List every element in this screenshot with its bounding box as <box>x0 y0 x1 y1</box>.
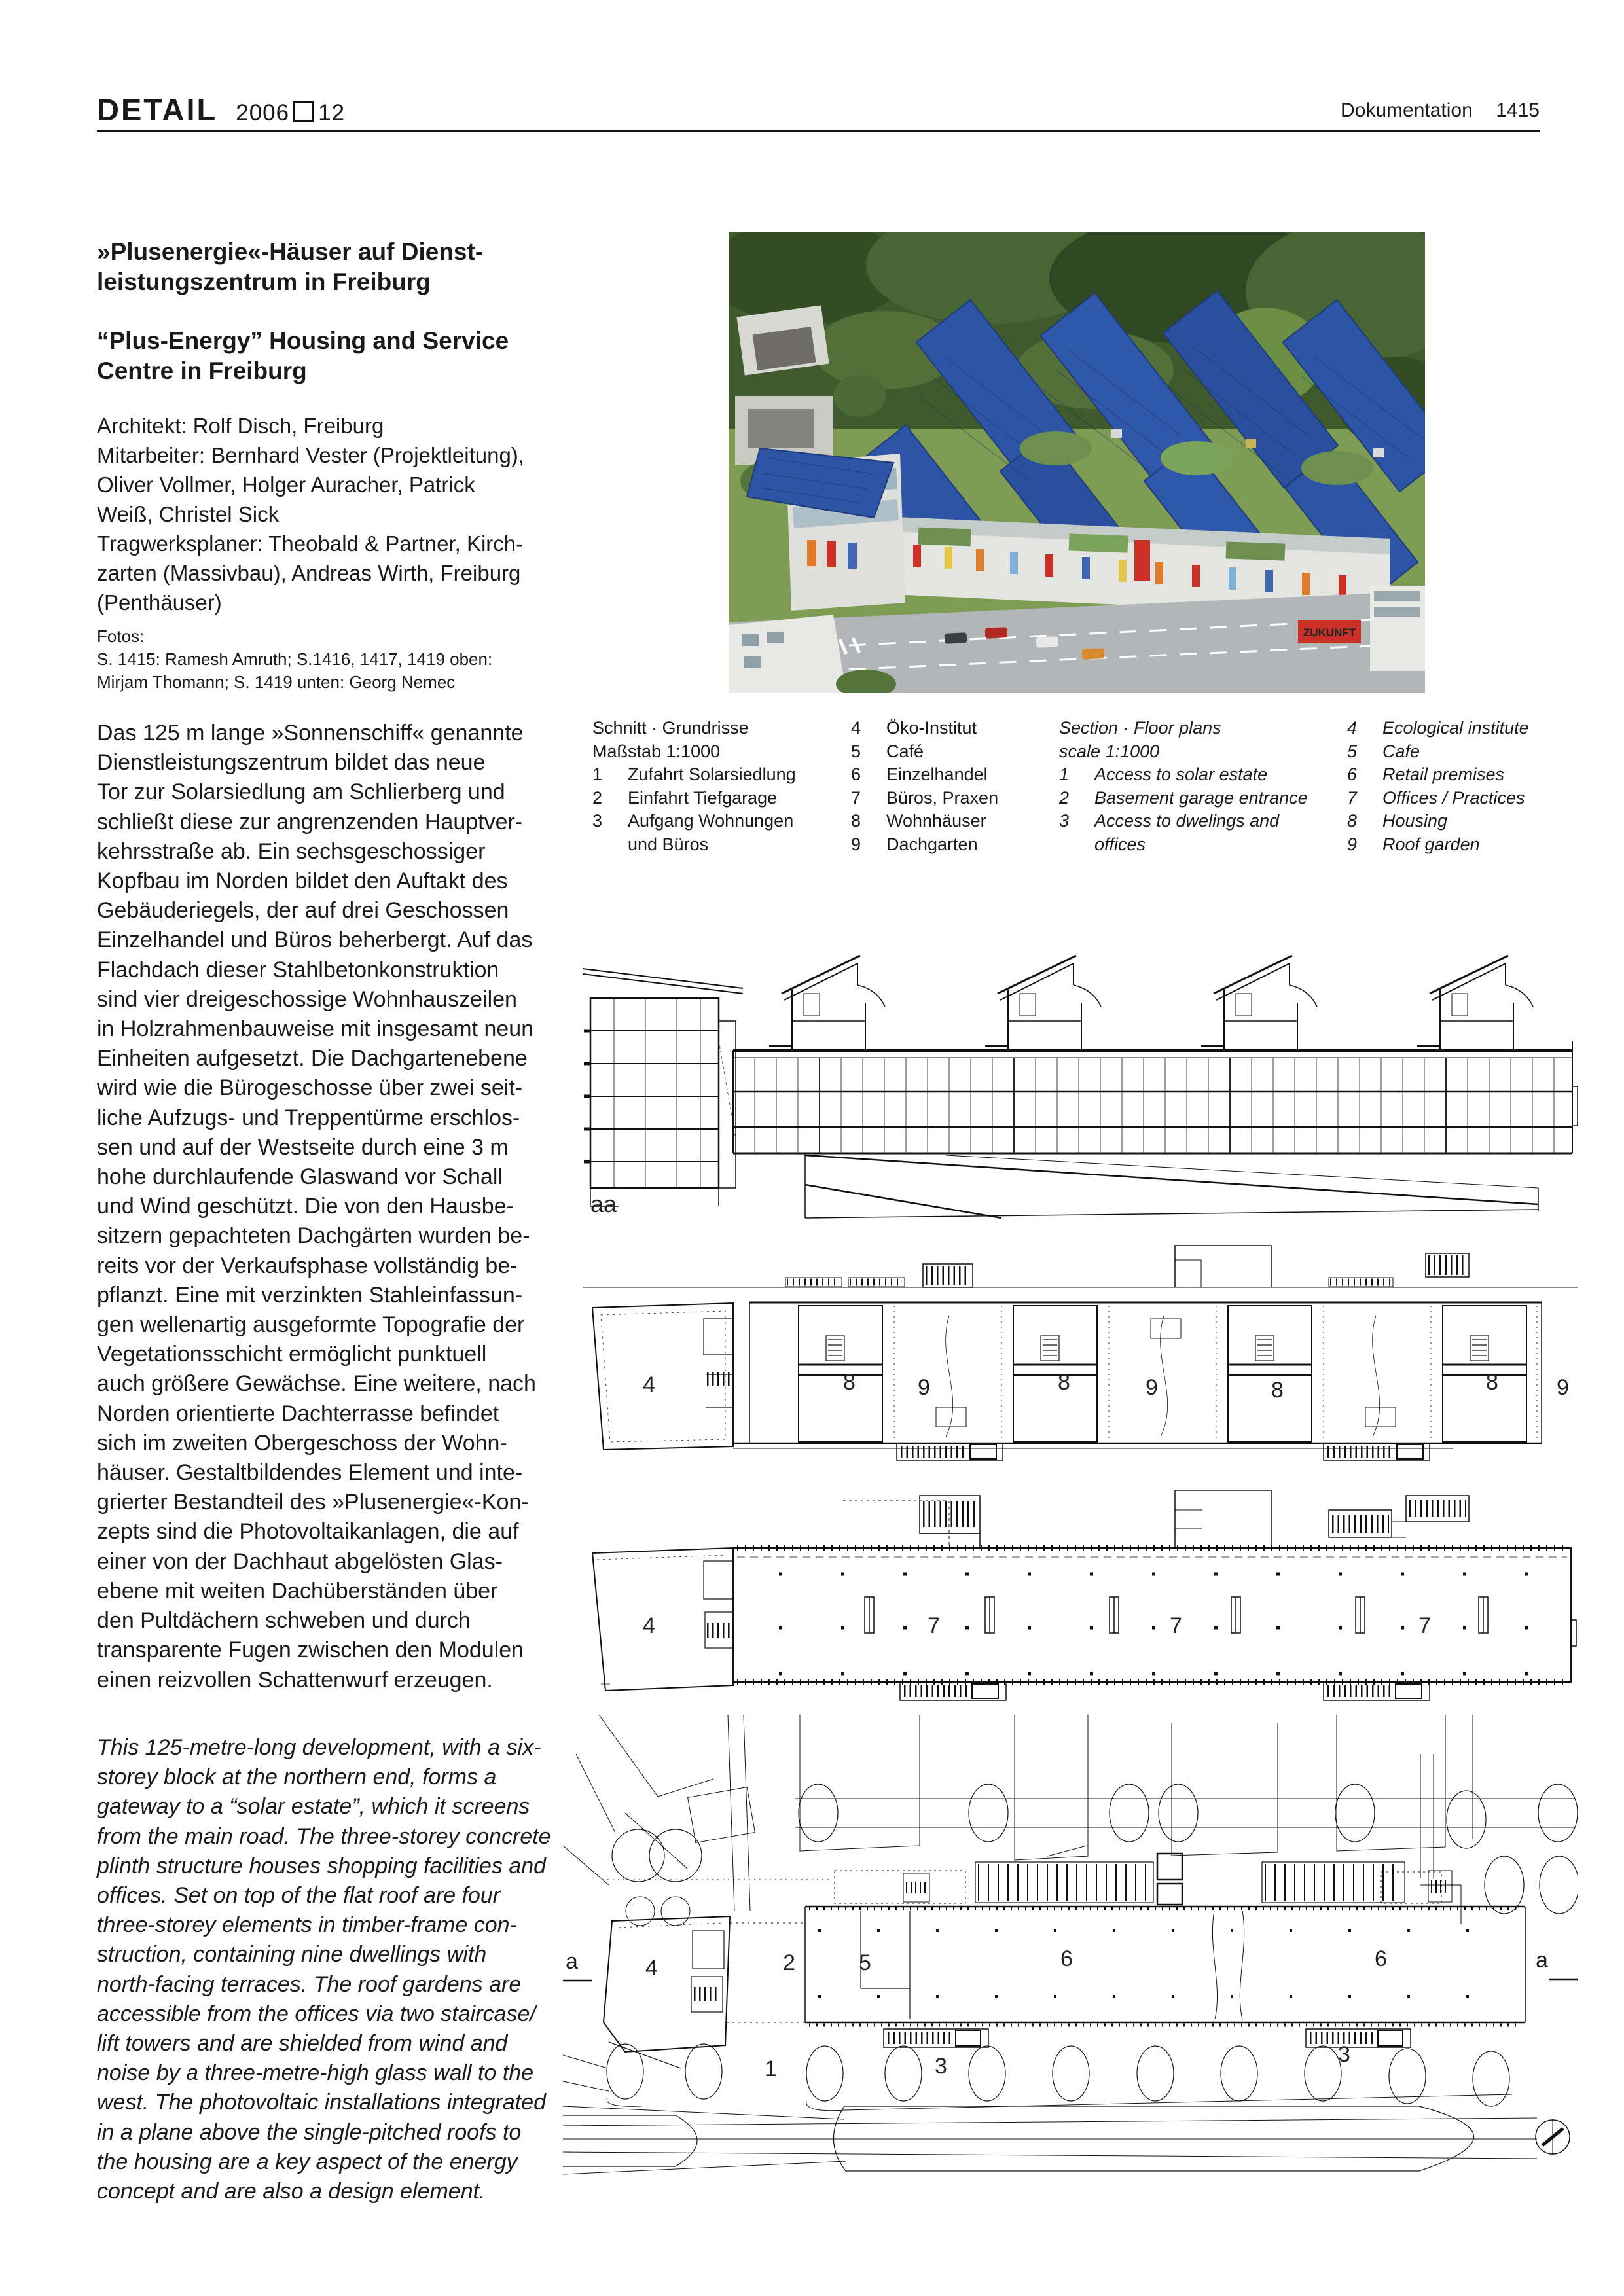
body-de-line: transparente Fugen zwischen den Modulen <box>97 1638 524 1663</box>
issue-number: 12 <box>318 100 346 126</box>
site-label-1: 1 <box>765 2056 777 2081</box>
photo-credit-line: Fotos: <box>97 626 145 646</box>
body-en-line: north-facing terraces. The roof gardens are <box>97 1971 522 1997</box>
photo-credits-block <box>97 625 492 694</box>
credit-line: zarten (Massivbau), Andreas Wirth, Freiburg <box>97 561 521 585</box>
body-de-line: zepts sind die Photovoltaikanlagen, die auf <box>97 1519 519 1545</box>
legend-item: 8 Wohnhäuser <box>851 811 986 831</box>
body-de-line: den Pultdächern schweben und durch <box>97 1608 471 1634</box>
body-en-line: from the main road. The three-storey concrete <box>97 1823 551 1849</box>
site-label-5: 5 <box>859 1950 871 1975</box>
plan-office-label: 7 <box>1170 1613 1182 1638</box>
legend-item: 2 Basement garage entrance <box>1059 787 1308 808</box>
legend-item: offices <box>1094 834 1146 854</box>
section-drawing <box>583 923 1578 1219</box>
plan-office-label: 7 <box>928 1613 940 1638</box>
site-label-4: 4 <box>645 1956 658 1981</box>
legend-item: 8 Housing <box>1347 811 1448 831</box>
issue-box-icon <box>293 101 314 122</box>
legend-de-col2 <box>851 717 998 856</box>
aerial-photo-graphic <box>729 232 1425 693</box>
credit-line: Oliver Vollmer, Holger Auracher, Patrick <box>97 473 475 497</box>
site-label-6a: 6 <box>1060 1946 1073 1971</box>
plan-roof-label: 4 <box>643 1372 655 1397</box>
body-de-line: sich im zweiten Obergeschoss der Wohn- <box>97 1430 507 1456</box>
site-plan-graphic <box>563 1715 1578 2212</box>
body-de-line: schließt diese zur angrenzenden Hauptver- <box>97 809 523 834</box>
magazine-logo: DETAIL <box>97 92 218 127</box>
header-left <box>97 92 345 128</box>
legend-item: 1 Access to solar estate <box>1059 764 1268 784</box>
credits-block <box>97 411 524 617</box>
body-en-line: in a plane above the single-pitched roofs to <box>97 2119 522 2145</box>
legend-item: 9 Roof garden <box>1347 834 1480 854</box>
body-de-line: hohe durchlaufende Glaswand vor Schall <box>97 1164 503 1190</box>
plan-office-label: 4 <box>643 1613 655 1638</box>
body-en-line: offices. Set on top of the flat roof are four <box>97 1883 501 1909</box>
body-de-line: Tor zur Solarsiedlung am Schlierberg und <box>97 780 505 805</box>
body-de-line: einen reizvollen Schattenwurf erzeugen. <box>97 1667 493 1693</box>
header-right <box>1341 99 1540 122</box>
title-english: “Plus-Energy” Housing and Service Centre in Freiburg <box>97 327 509 384</box>
body-de-line: Kopfbau im Norden bildet den Auftakt des <box>97 869 508 894</box>
credit-line: (Penthäuser) <box>97 590 222 615</box>
plan-roof-label: 8 <box>843 1370 856 1395</box>
body-de-line: ebene mit weiten Dachüberständen über <box>97 1578 498 1604</box>
plan-roof-label: 9 <box>1146 1375 1158 1400</box>
legend-item: 4 Öko-Institut <box>851 718 977 738</box>
body-text-english <box>97 1733 551 2206</box>
legend-item: 7 Offices / Practices <box>1347 787 1525 808</box>
body-en-line: lift towers and are shielded from wind and <box>97 2031 508 2056</box>
header-rule <box>97 130 1540 132</box>
legend-item: 6 Retail premises <box>1347 764 1505 784</box>
site-label-6b: 6 <box>1375 1946 1387 1971</box>
body-de-line: kehrsstraße ab. Ein sechsgeschossiger <box>97 838 486 864</box>
plan-roof-label: 8 <box>1058 1370 1070 1395</box>
body-de-line: Flachdach dieser Stahlbetonkonstruktion <box>97 957 499 982</box>
plan-roof-level <box>583 1240 1578 1463</box>
body-en-line: gateway to a “solar estate”, which it screens <box>97 1794 530 1820</box>
issue-year: 2006 <box>236 100 290 126</box>
legend-en-col1 <box>1059 717 1308 856</box>
body-de-line: gen wellenartig ausgeformte Topografie der <box>97 1312 525 1338</box>
section-graphic <box>583 923 1578 1219</box>
body-en-line: the housing are a key aspect of the energy <box>97 2149 518 2174</box>
body-de-line: Einheiten aufgesetzt. Die Dachgartenebene <box>97 1046 528 1071</box>
site-label-3a: 3 <box>935 2054 947 2079</box>
site-label-a-left: a <box>566 1949 578 1974</box>
credit-line: Architekt: Rolf Disch, Freiburg <box>97 414 384 438</box>
plan-office-level <box>583 1482 1578 1705</box>
site-label-3b: 3 <box>1338 2042 1350 2067</box>
legend-de-heading: Schnitt · Grundrisse <box>592 718 749 738</box>
legend-item: 7 Büros, Praxen <box>851 787 999 808</box>
issue-info <box>236 100 345 126</box>
legend-item: 6 Einzelhandel <box>851 764 988 784</box>
body-en-line: struction, containing nine dwellings with <box>97 1942 487 1967</box>
legend-de-col1 <box>592 717 796 856</box>
legend-item: und Büros <box>628 834 709 854</box>
legend-de-scale: Maßstab 1:1000 <box>592 741 721 761</box>
body-de-line: grierter Bestandteil des »Plusenergie«-Kon- <box>97 1490 529 1515</box>
plan-office-label: 7 <box>1418 1613 1431 1638</box>
body-de-line: liche Aufzugs- und Treppentürme erschlos- <box>97 1105 520 1130</box>
site-plan <box>563 1715 1578 2212</box>
legend-item: 3 Aufgang Wohnungen <box>592 811 794 831</box>
legend-item: 3 Access to dwelings and <box>1059 811 1280 831</box>
site-label-a-right: a <box>1536 1948 1548 1973</box>
body-de-line: pflanzt. Eine mit verzinkten Stahleinfassun- <box>97 1282 523 1308</box>
body-de-line: reits vor der Verkaufsphase vollständig be- <box>97 1253 518 1278</box>
body-de-line: und Wind geschützt. Die von den Hausbe- <box>97 1194 514 1219</box>
body-de-line: sitzern gepachteten Dachgärten wurden be- <box>97 1223 530 1249</box>
legend-item: 5 Cafe <box>1347 741 1420 761</box>
plan-roof-label: 9 <box>1557 1375 1569 1400</box>
photo-credit-line: Mirjam Thomann; S. 1419 unten: Georg Nemec <box>97 672 456 692</box>
body-de-line: Dienstleistungszentrum bildet das neue <box>97 750 486 776</box>
body-de-line: in Holzrahmenbauweise mit insgesamt neun <box>97 1016 534 1042</box>
body-en-line: storey block at the northern end, forms a <box>97 1765 497 1790</box>
body-en-line: plinth structure houses shopping facilities and <box>97 1853 547 1878</box>
body-de-line: sen und auf der Westseite durch eine 3 m <box>97 1134 509 1160</box>
photo-credit-line: S. 1415: Ramesh Amruth; S.1416, 1417, 1419 oben: <box>97 649 493 669</box>
legend-item: 2 Einfahrt Tiefgarage <box>592 787 778 808</box>
body-en-line: west. The photovoltaic installations integrated <box>97 2090 547 2115</box>
body-de-line: Vegetationsschicht ermöglicht punktuell <box>97 1342 487 1367</box>
credit-line: Weiß, Christel Sick <box>97 502 280 526</box>
body-de-line: Gebäuderiegels, der auf drei Geschossen <box>97 898 509 924</box>
section-label: Dokumentation <box>1341 99 1473 121</box>
legend-en-col2 <box>1347 717 1529 856</box>
credit-line: Mitarbeiter: Bernhard Vester (Projektleitung), <box>97 443 524 467</box>
site-label-2: 2 <box>783 1950 795 1975</box>
body-en-line: accessible from the offices via two staircase/ <box>97 2001 536 2026</box>
body-en-line: This 125-metre-long development, with a six- <box>97 1735 541 1760</box>
body-en-line: noise by a three-metre-high glass wall to the <box>97 2060 534 2086</box>
legend-item: 9 Dachgarten <box>851 834 978 854</box>
body-de-line: sind vier dreigeschossige Wohnhauszeilen <box>97 986 517 1012</box>
body-de-line: Einzelhandel und Büros beherbergt. Auf das <box>97 927 533 953</box>
body-de-line: auch größere Gewächse. Eine weitere, nach <box>97 1371 536 1397</box>
body-de-line: einer von der Dachhaut abgelösten Glas- <box>97 1549 503 1574</box>
plan-roof-label: 8 <box>1271 1378 1284 1403</box>
section-label: aa <box>590 1191 617 1217</box>
legend-en-scale: scale 1:1000 <box>1059 741 1160 761</box>
legend-item: 1 Zufahrt Solarsiedlung <box>592 764 796 784</box>
legend-item: 4 Ecological institute <box>1347 718 1529 738</box>
legend-en-heading: Section · Floor plans <box>1059 718 1221 738</box>
plan-office-graphic <box>583 1482 1578 1705</box>
plan-roof-label: 8 <box>1486 1370 1498 1395</box>
body-en-line: concept and are also a design element. <box>97 2179 486 2204</box>
body-de-line: Norden orientierte Dachterrasse befindet <box>97 1401 499 1426</box>
body-text-german <box>97 719 536 1695</box>
body-de-line: wird wie die Bürogeschosse über zwei seit- <box>97 1075 523 1101</box>
aerial-photo <box>729 232 1425 693</box>
photo-banner-text: ZUKUNFT <box>1303 626 1356 639</box>
body-de-line: häuser. Gestaltbildendes Element und inte- <box>97 1460 523 1486</box>
body-en-line: three-storey elements in timber-frame con- <box>97 1912 517 1938</box>
plan-roof-graphic <box>583 1240 1578 1463</box>
title-german: »Plusenergie«-Häuser auf Dienst- leistungszentrum in Freiburg <box>97 238 484 295</box>
body-de-line: Das 125 m lange »Sonnenschiff« genannte <box>97 721 524 745</box>
legend-item: 5 Café <box>851 741 924 761</box>
credit-line: Tragwerksplaner: Theobald & Partner, Kirch- <box>97 531 524 556</box>
page-number: 1415 <box>1496 99 1540 121</box>
plan-roof-label: 9 <box>918 1375 930 1400</box>
